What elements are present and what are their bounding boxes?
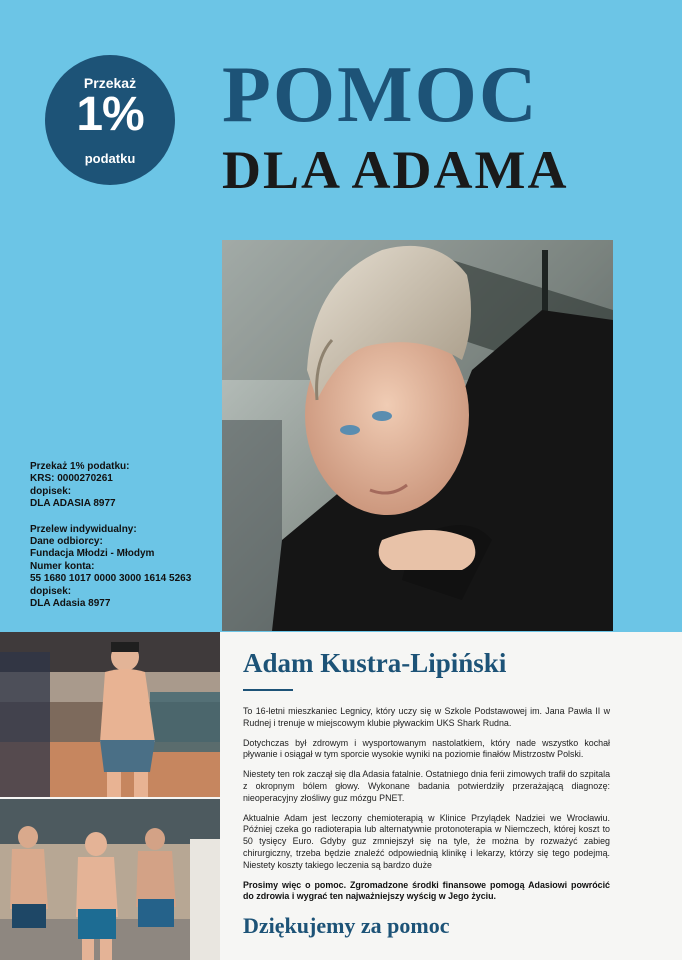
- tax-info-line: Numer konta:: [30, 560, 95, 572]
- tax-info-transfer: [30, 524, 215, 611]
- tax-info-line: Fundacja Młodzi - Młodym: [30, 548, 155, 560]
- account-number: 55 1680 1017 0000 3000 1614 5263: [30, 573, 192, 585]
- article-paragraph: Niestety ten rok zaczął się dla Adasia fatalnie. Ostatniego dnia ferii zimowych trafił do szpitala z okropnym bólem głowy. Wykonane badania potwierdziły przerażającą diagnozę: nieoperacyjny złośliwy guz mózgu PNET.: [243, 769, 611, 803]
- tax-info-line: dopisek:: [30, 585, 72, 597]
- tax-percent-badge: [45, 55, 175, 185]
- appeal-paragraph: Prosimy więc o pomoc. Zgromadzone środki finansowe pomogą Adasiowi powrócić do zdrowia i wygrać ten najważniejszy wyścig w Jego życiu.: [243, 879, 610, 902]
- tax-info-krs: [30, 461, 215, 511]
- tax-info-line: Dane odbiorcy:: [30, 536, 103, 548]
- name-underline: [243, 689, 293, 691]
- krs-number: KRS: 0000270261: [30, 473, 113, 485]
- portrait-photo: [222, 240, 613, 631]
- headline-line2: DLA ADAMA: [222, 140, 569, 200]
- tax-info: [30, 461, 215, 623]
- article-name: Adam Kustra-Lipiński: [243, 648, 507, 678]
- swimming-pool-photo: [0, 632, 220, 797]
- badge-percent: 1%: [76, 88, 144, 141]
- badge-line3: podatku: [84, 151, 136, 166]
- article-paragraph: Dotychczas był zdrowym i wysportowanym nastolatkiem, który nade wszystko kochał pływanie i osiągał w tym sporcie wysokie wyniki na poziomie finałów Mistrzostw Polski.: [243, 737, 610, 760]
- tax-info-line: dopisek:: [30, 485, 72, 497]
- article-paragraph: To 16-letni mieszkaniec Legnicy, który uczy się w Szkole Podstawowej im. Jana Pawła II w Rudnej i trenuje w miejscowym klubie pływackim UKS Shark Rudna.: [243, 706, 610, 728]
- article-body: [243, 706, 610, 911]
- tax-info-line: DLA Adasia 8977: [30, 598, 111, 610]
- thanks-heading: Dziękujemy za pomoc: [243, 913, 450, 938]
- swimmers-group-photo: [0, 799, 220, 960]
- headline-line1: POMOC: [222, 51, 539, 139]
- badge-line1: Przekaż: [83, 75, 137, 91]
- tax-info-line: Przekaż 1% podatku:: [30, 461, 130, 472]
- tax-info-line: Przelew indywidualny:: [30, 523, 137, 535]
- tax-info-line: DLA ADASIA 8977: [30, 498, 116, 510]
- article-paragraph: Aktualnie Adam jest leczony chemioterapią w Klinice Przylądek Nadziei we Wrocławiu. Później czeka go radioterapia lub alternatywnie protonoterapia w Niemczech, której koszt to 50 tysięcy Euro. Gdyby guz zmniejszył się na tyle, że można by rozważyć zabieg chirurgiczny, trzeba będzie znaleźć odpowiednią klinikę i lekarzy, którzy się tego podejmą. Niestety koszty takiego leczenia są bardzo duże: [243, 812, 610, 870]
